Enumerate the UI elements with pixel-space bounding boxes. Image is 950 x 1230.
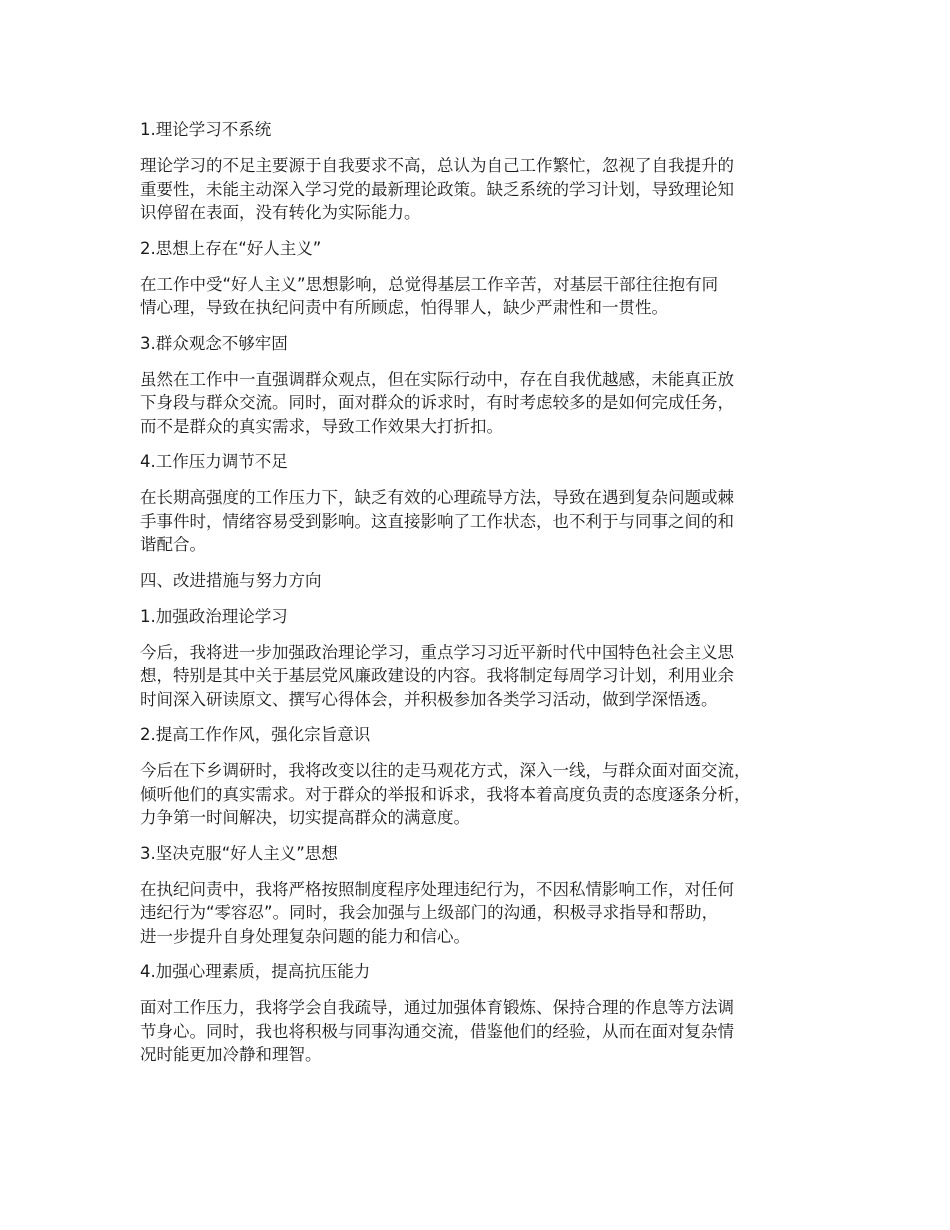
section-heading: 3.坚决克服“好人主义”思想 <box>140 843 338 863</box>
paragraph-line: 违纪行为“零容忍”。同时，我会加强与上级部门的沟通，积极寻求指导和帮助， <box>140 903 719 922</box>
section-heading: 4.加强心理素质，提高抗压能力 <box>140 962 371 981</box>
paragraph-line: 虽然在工作中一直强调群众观点，但在实际行动中，存在自我优越感，未能真正放 <box>140 369 734 389</box>
paragraph <box>140 641 830 712</box>
paragraph-line: 手事件时，情绪容易受到影响。这直接影响了工作状态，也不利于与同事之间的和 <box>140 511 734 531</box>
paragraph <box>140 486 830 557</box>
paragraph-line: 理论学习的不足主要源于自我要求不高，总认为自己工作繁忙，忽视了自我提升的 <box>140 156 734 175</box>
paragraph-line: 节身心。同时，我也将积极与同事沟通交流，借鉴他们的经验，从而在面对复杂情 <box>140 1021 734 1041</box>
paragraph <box>140 996 830 1067</box>
paragraph <box>140 273 830 320</box>
paragraph-line: 在长期高强度的工作压力下，缺乏有效的心理疏导方法，导致在遇到复杂问题或棘 <box>140 488 734 507</box>
paragraph-line: 今后在下乡调研时，我将改变以往的走马观花方式，深入一线，与群众面对面交流， <box>140 761 751 780</box>
paragraph-line: 情心理，导致在执纪问责中有所顾虑，怕得罪人，缺少严肃性和一贯性。 <box>140 298 668 317</box>
chapter-heading: 四、改进措施与努力方向 <box>140 570 322 590</box>
paragraph-line: 况时能更加冷静和理智。 <box>140 1045 322 1064</box>
paragraph-line: 倾听他们的真实需求。对于群众的举报和诉求，我将本着高度负责的态度逐条分析， <box>140 784 751 804</box>
paragraph-line: 在工作中受“好人主义”思想影响，总觉得基层工作辛苦，对基层干部往往抱有同 <box>140 274 719 294</box>
paragraph-line: 今后，我将进一步加强政治理论学习，重点学习习近平新时代中国特色社会主义思 <box>140 642 734 662</box>
section-heading: 3.群众观念不够牢固 <box>140 333 288 353</box>
paragraph-line: 而不是群众的真实需求，导致工作效果大打折扣。 <box>140 416 503 436</box>
paragraph <box>140 878 830 949</box>
paragraph-line: 谐配合。 <box>140 535 206 554</box>
paragraph-line: 重要性，未能主动深入学习党的最新理论政策。缺乏系统的学习计划，导致理论知 <box>140 179 734 199</box>
paragraph-line: 在执纪问责中，我将严格按照制度程序处理违纪行为，不因私情影响工作，对任何 <box>140 879 734 899</box>
paragraph-line: 下身段与群众交流。同时，面对群众的诉求时，有时考虑较多的是如何完成任务， <box>140 393 734 412</box>
section-heading: 2.提高工作作风，强化宗旨意识 <box>140 725 371 744</box>
section-heading: 2.思想上存在“好人主义” <box>140 238 322 258</box>
paragraph-line: 想，特别是其中关于基层党风廉政建设的内容。我将制定每周学习计划，利用业余 <box>140 666 734 685</box>
paragraph-line: 力争第一时间解决，切实提高群众的满意度。 <box>140 808 470 827</box>
section-heading: 4.工作压力调节不足 <box>140 452 288 471</box>
paragraph-line: 面对工作压力，我将学会自我疏导，通过加强体育锻炼、保持合理的作息等方法调 <box>140 998 734 1017</box>
paragraph-line: 识停留在表面，没有转化为实际能力。 <box>140 203 421 222</box>
paragraph <box>140 759 830 830</box>
paragraph-line: 时间深入研读原文、撰写心得体会，并积极参加各类学习活动，做到学深悟透。 <box>140 689 718 709</box>
document-page <box>140 118 830 1079</box>
paragraph <box>140 154 830 225</box>
paragraph-line: 进一步提升自身处理复杂问题的能力和信心。 <box>140 926 470 946</box>
section-heading: 1.加强政治理论学习 <box>140 606 288 626</box>
section-heading: 1.理论学习不系统 <box>140 120 272 139</box>
paragraph <box>140 368 830 439</box>
